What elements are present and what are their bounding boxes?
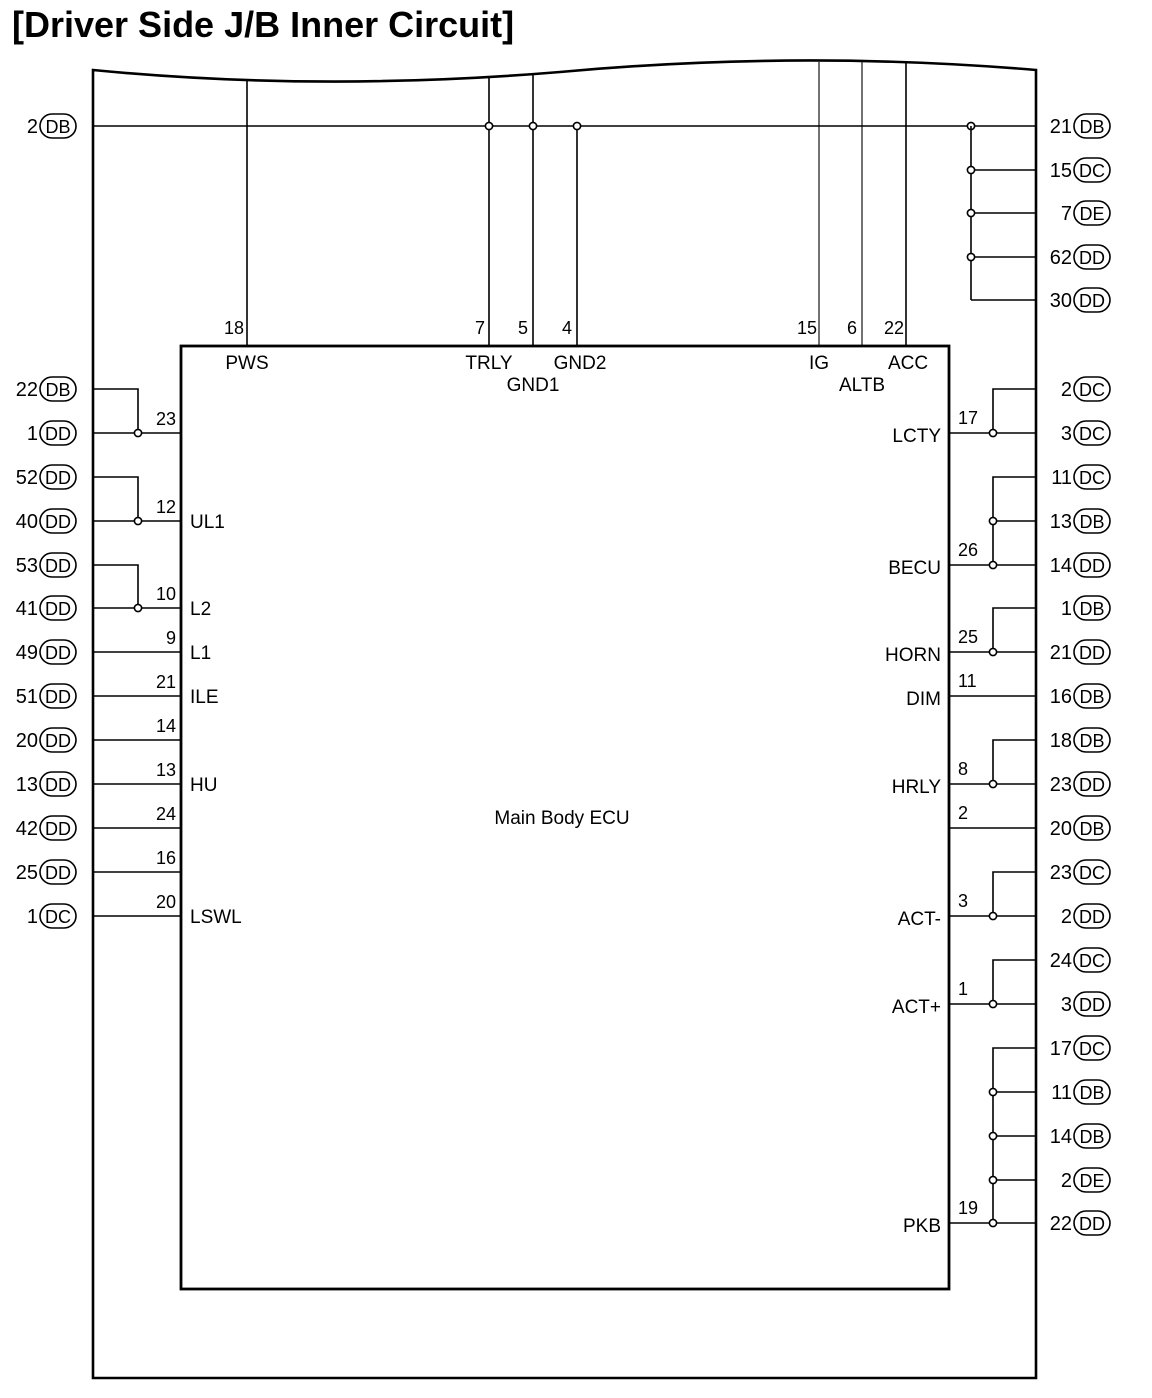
connector-name: DD bbox=[1079, 291, 1105, 311]
connector-pin-number: 2 bbox=[1060, 1170, 1072, 1192]
junction-dot bbox=[134, 517, 141, 524]
pin-number: 22 bbox=[883, 318, 904, 338]
connector-name: DC bbox=[1079, 380, 1105, 400]
pin-number: 15 bbox=[796, 318, 817, 338]
wire bbox=[993, 960, 1036, 1004]
connector-name: DB bbox=[1079, 1083, 1105, 1103]
junction-dot bbox=[573, 122, 580, 129]
junction-block-outline bbox=[93, 60, 1036, 1378]
signal-label: ACT- bbox=[897, 909, 941, 930]
connector-pin-number: 13 bbox=[15, 774, 38, 796]
wire bbox=[93, 477, 138, 521]
connector-pin-number: 21 bbox=[1049, 642, 1072, 664]
connector-pin-number: 2 bbox=[26, 116, 38, 138]
wiring bbox=[40, 60, 1110, 1378]
connector-pin-number: 25 bbox=[15, 862, 38, 884]
connector-pin-number: 11 bbox=[1051, 467, 1072, 489]
connector-pin-number: 11 bbox=[1051, 1082, 1072, 1104]
pin-number: 20 bbox=[155, 892, 176, 912]
junction-dot bbox=[989, 648, 996, 655]
wire bbox=[93, 389, 138, 433]
pin-number: 11 bbox=[958, 671, 977, 691]
connector-pin-number: 17 bbox=[1049, 1038, 1072, 1060]
connector-pin-number: 2 bbox=[1060, 379, 1072, 401]
signal-label: L2 bbox=[190, 599, 212, 620]
signal-label: LSWL bbox=[190, 907, 242, 928]
pin-number: 25 bbox=[958, 627, 979, 647]
connector-name: DD bbox=[1079, 556, 1105, 576]
pin-number: 7 bbox=[474, 318, 485, 338]
pin-number: 3 bbox=[958, 891, 969, 911]
wire bbox=[993, 608, 1036, 652]
signal-label: BECU bbox=[888, 558, 941, 579]
connector-name: DD bbox=[1079, 907, 1105, 927]
junction-dot bbox=[134, 429, 141, 436]
pin-number: 18 bbox=[223, 318, 244, 338]
connector-pin-number: 20 bbox=[1049, 818, 1072, 840]
connector-pin-number: 42 bbox=[15, 818, 38, 840]
connector-name: DB bbox=[1079, 117, 1105, 137]
pin-number: 1 bbox=[958, 979, 969, 999]
pin-number: 12 bbox=[155, 497, 176, 517]
connector-pin-number: 14 bbox=[1049, 1126, 1072, 1148]
pin-number: 10 bbox=[155, 584, 176, 604]
connector-pin-number: 2 bbox=[1060, 906, 1072, 928]
connector-pin-number: 20 bbox=[15, 730, 38, 752]
pin-number: 9 bbox=[165, 628, 176, 648]
connector-name: DC bbox=[1079, 1039, 1105, 1059]
signal-label: HU bbox=[190, 775, 218, 796]
connector-name: DC bbox=[1079, 161, 1105, 181]
signal-label: HRLY bbox=[891, 777, 941, 798]
connector-name: DB bbox=[45, 380, 71, 400]
pin-number: 17 bbox=[958, 408, 979, 428]
junction-dot bbox=[989, 429, 996, 436]
connector-name: DC bbox=[1079, 863, 1105, 883]
junction-dot bbox=[989, 1000, 996, 1007]
connector-name: DD bbox=[45, 424, 71, 444]
connector-pin-number: 52 bbox=[15, 467, 38, 489]
pin-number: 26 bbox=[958, 540, 979, 560]
connector-pin-number: 51 bbox=[15, 686, 38, 708]
signal-label: UL1 bbox=[190, 512, 225, 533]
connector-pin-number: 3 bbox=[1060, 994, 1072, 1016]
connector-pin-number: 7 bbox=[1060, 203, 1072, 225]
connector-name: DD bbox=[1079, 643, 1105, 663]
junction-dot bbox=[989, 912, 996, 919]
signal-label: DIM bbox=[906, 689, 941, 710]
connector-name: DE bbox=[1079, 1171, 1105, 1191]
connector-name: DD bbox=[45, 687, 71, 707]
signal-label: GND1 bbox=[506, 375, 560, 396]
connector-pin-number: 18 bbox=[1049, 730, 1072, 752]
signal-label: ACT+ bbox=[891, 997, 941, 1018]
pin-number: 24 bbox=[155, 804, 176, 824]
connector-pin-number: 40 bbox=[15, 511, 38, 533]
pin-number: 21 bbox=[155, 672, 176, 692]
wire bbox=[993, 740, 1036, 784]
connector-pin-number: 23 bbox=[1049, 774, 1072, 796]
pin-number: 23 bbox=[155, 409, 176, 429]
connector-name: DD bbox=[45, 731, 71, 751]
pin-number: 5 bbox=[517, 318, 528, 338]
connector-name: DB bbox=[1079, 599, 1105, 619]
connector-name: DD bbox=[45, 512, 71, 532]
connector-name: DD bbox=[45, 468, 71, 488]
pin-number: 8 bbox=[958, 759, 969, 779]
junction-dot bbox=[989, 561, 996, 568]
signal-label: ILE bbox=[190, 687, 219, 708]
connector-pin-number: 41 bbox=[15, 598, 38, 620]
connector-name: DC bbox=[1079, 468, 1105, 488]
pin-number: 19 bbox=[958, 1198, 979, 1218]
wire bbox=[93, 565, 138, 608]
connector-pin-number: 53 bbox=[15, 555, 38, 577]
connector-pin-number: 62 bbox=[1049, 247, 1072, 269]
junction-dot bbox=[529, 122, 536, 129]
connector-pin-number: 16 bbox=[1049, 686, 1072, 708]
signal-label: TRLY bbox=[465, 353, 513, 374]
connector-pin-number: 49 bbox=[15, 642, 38, 664]
connector-name: DD bbox=[1079, 1214, 1105, 1234]
connector-name: DD bbox=[1079, 248, 1105, 268]
wire bbox=[993, 389, 1036, 433]
connector-pin-number: 30 bbox=[1049, 290, 1072, 312]
junction-dot bbox=[989, 780, 996, 787]
wire bbox=[993, 872, 1036, 916]
junction-dot bbox=[967, 253, 974, 260]
connector-pin-number: 24 bbox=[1049, 950, 1072, 972]
ecu-name: Main Body ECU bbox=[494, 808, 630, 829]
page-title: [Driver Side J/B Inner Circuit] bbox=[12, 4, 515, 45]
pin-number: 4 bbox=[561, 318, 572, 338]
connector-name: DD bbox=[45, 556, 71, 576]
connector-name: DC bbox=[1079, 424, 1105, 444]
signal-label: ALTB bbox=[838, 375, 886, 396]
connector-pin-number: 22 bbox=[1049, 1213, 1072, 1235]
connector-pin-number: 13 bbox=[1049, 511, 1072, 533]
connector-name: DD bbox=[1079, 775, 1105, 795]
junction-dot bbox=[989, 1132, 996, 1139]
connector-name: DB bbox=[45, 117, 71, 137]
signal-label: LCTY bbox=[892, 426, 941, 447]
signal-label: HORN bbox=[885, 645, 941, 666]
connector-name: DD bbox=[45, 863, 71, 883]
pin-number: 14 bbox=[155, 716, 176, 736]
connector-pin-number: 1 bbox=[1060, 598, 1072, 620]
connector-name: DD bbox=[45, 775, 71, 795]
signal-label: L1 bbox=[190, 643, 212, 664]
connector-name: DB bbox=[1079, 1127, 1105, 1147]
connector-name: DC bbox=[1079, 951, 1105, 971]
connector-pin-number: 22 bbox=[15, 379, 38, 401]
signal-label: GND2 bbox=[553, 353, 607, 374]
connector-name: DD bbox=[1079, 995, 1105, 1015]
connector-pin-number: 21 bbox=[1049, 116, 1072, 138]
connector-pin-number: 15 bbox=[1049, 160, 1072, 182]
junction-dot bbox=[967, 166, 974, 173]
labels bbox=[16, 116, 1105, 1237]
pin-number: 13 bbox=[155, 760, 176, 780]
connector-name: DC bbox=[45, 907, 71, 927]
connector-pin-number: 1 bbox=[26, 906, 38, 928]
connector-name: DE bbox=[1079, 204, 1105, 224]
junction-dot bbox=[989, 1219, 996, 1226]
pin-number: 6 bbox=[846, 318, 857, 338]
connector-name: DD bbox=[45, 643, 71, 663]
pin-number: 16 bbox=[155, 848, 176, 868]
connector-pin-number: 23 bbox=[1049, 862, 1072, 884]
connector-pin-number: 14 bbox=[1049, 555, 1072, 577]
signal-label: ACC bbox=[887, 353, 929, 374]
junction-dot bbox=[989, 1176, 996, 1183]
connector-name: DB bbox=[1079, 731, 1105, 751]
signal-label: IG bbox=[808, 353, 830, 374]
pin-number: 2 bbox=[958, 803, 969, 823]
connector-name: DB bbox=[1079, 512, 1105, 532]
connector-pin-number: 3 bbox=[1060, 423, 1072, 445]
connector-name: DB bbox=[1079, 687, 1105, 707]
junction-dot bbox=[989, 1088, 996, 1095]
signal-label: PWS bbox=[225, 353, 269, 374]
connector-name: DB bbox=[1079, 819, 1105, 839]
junction-dot bbox=[967, 209, 974, 216]
connector-name: DD bbox=[45, 819, 71, 839]
junction-dot bbox=[485, 122, 492, 129]
connector-pin-number: 1 bbox=[26, 423, 38, 445]
signal-label: PKB bbox=[902, 1216, 941, 1237]
connector-name: DD bbox=[45, 599, 71, 619]
junction-dot bbox=[134, 604, 141, 611]
junction-dot bbox=[989, 517, 996, 524]
